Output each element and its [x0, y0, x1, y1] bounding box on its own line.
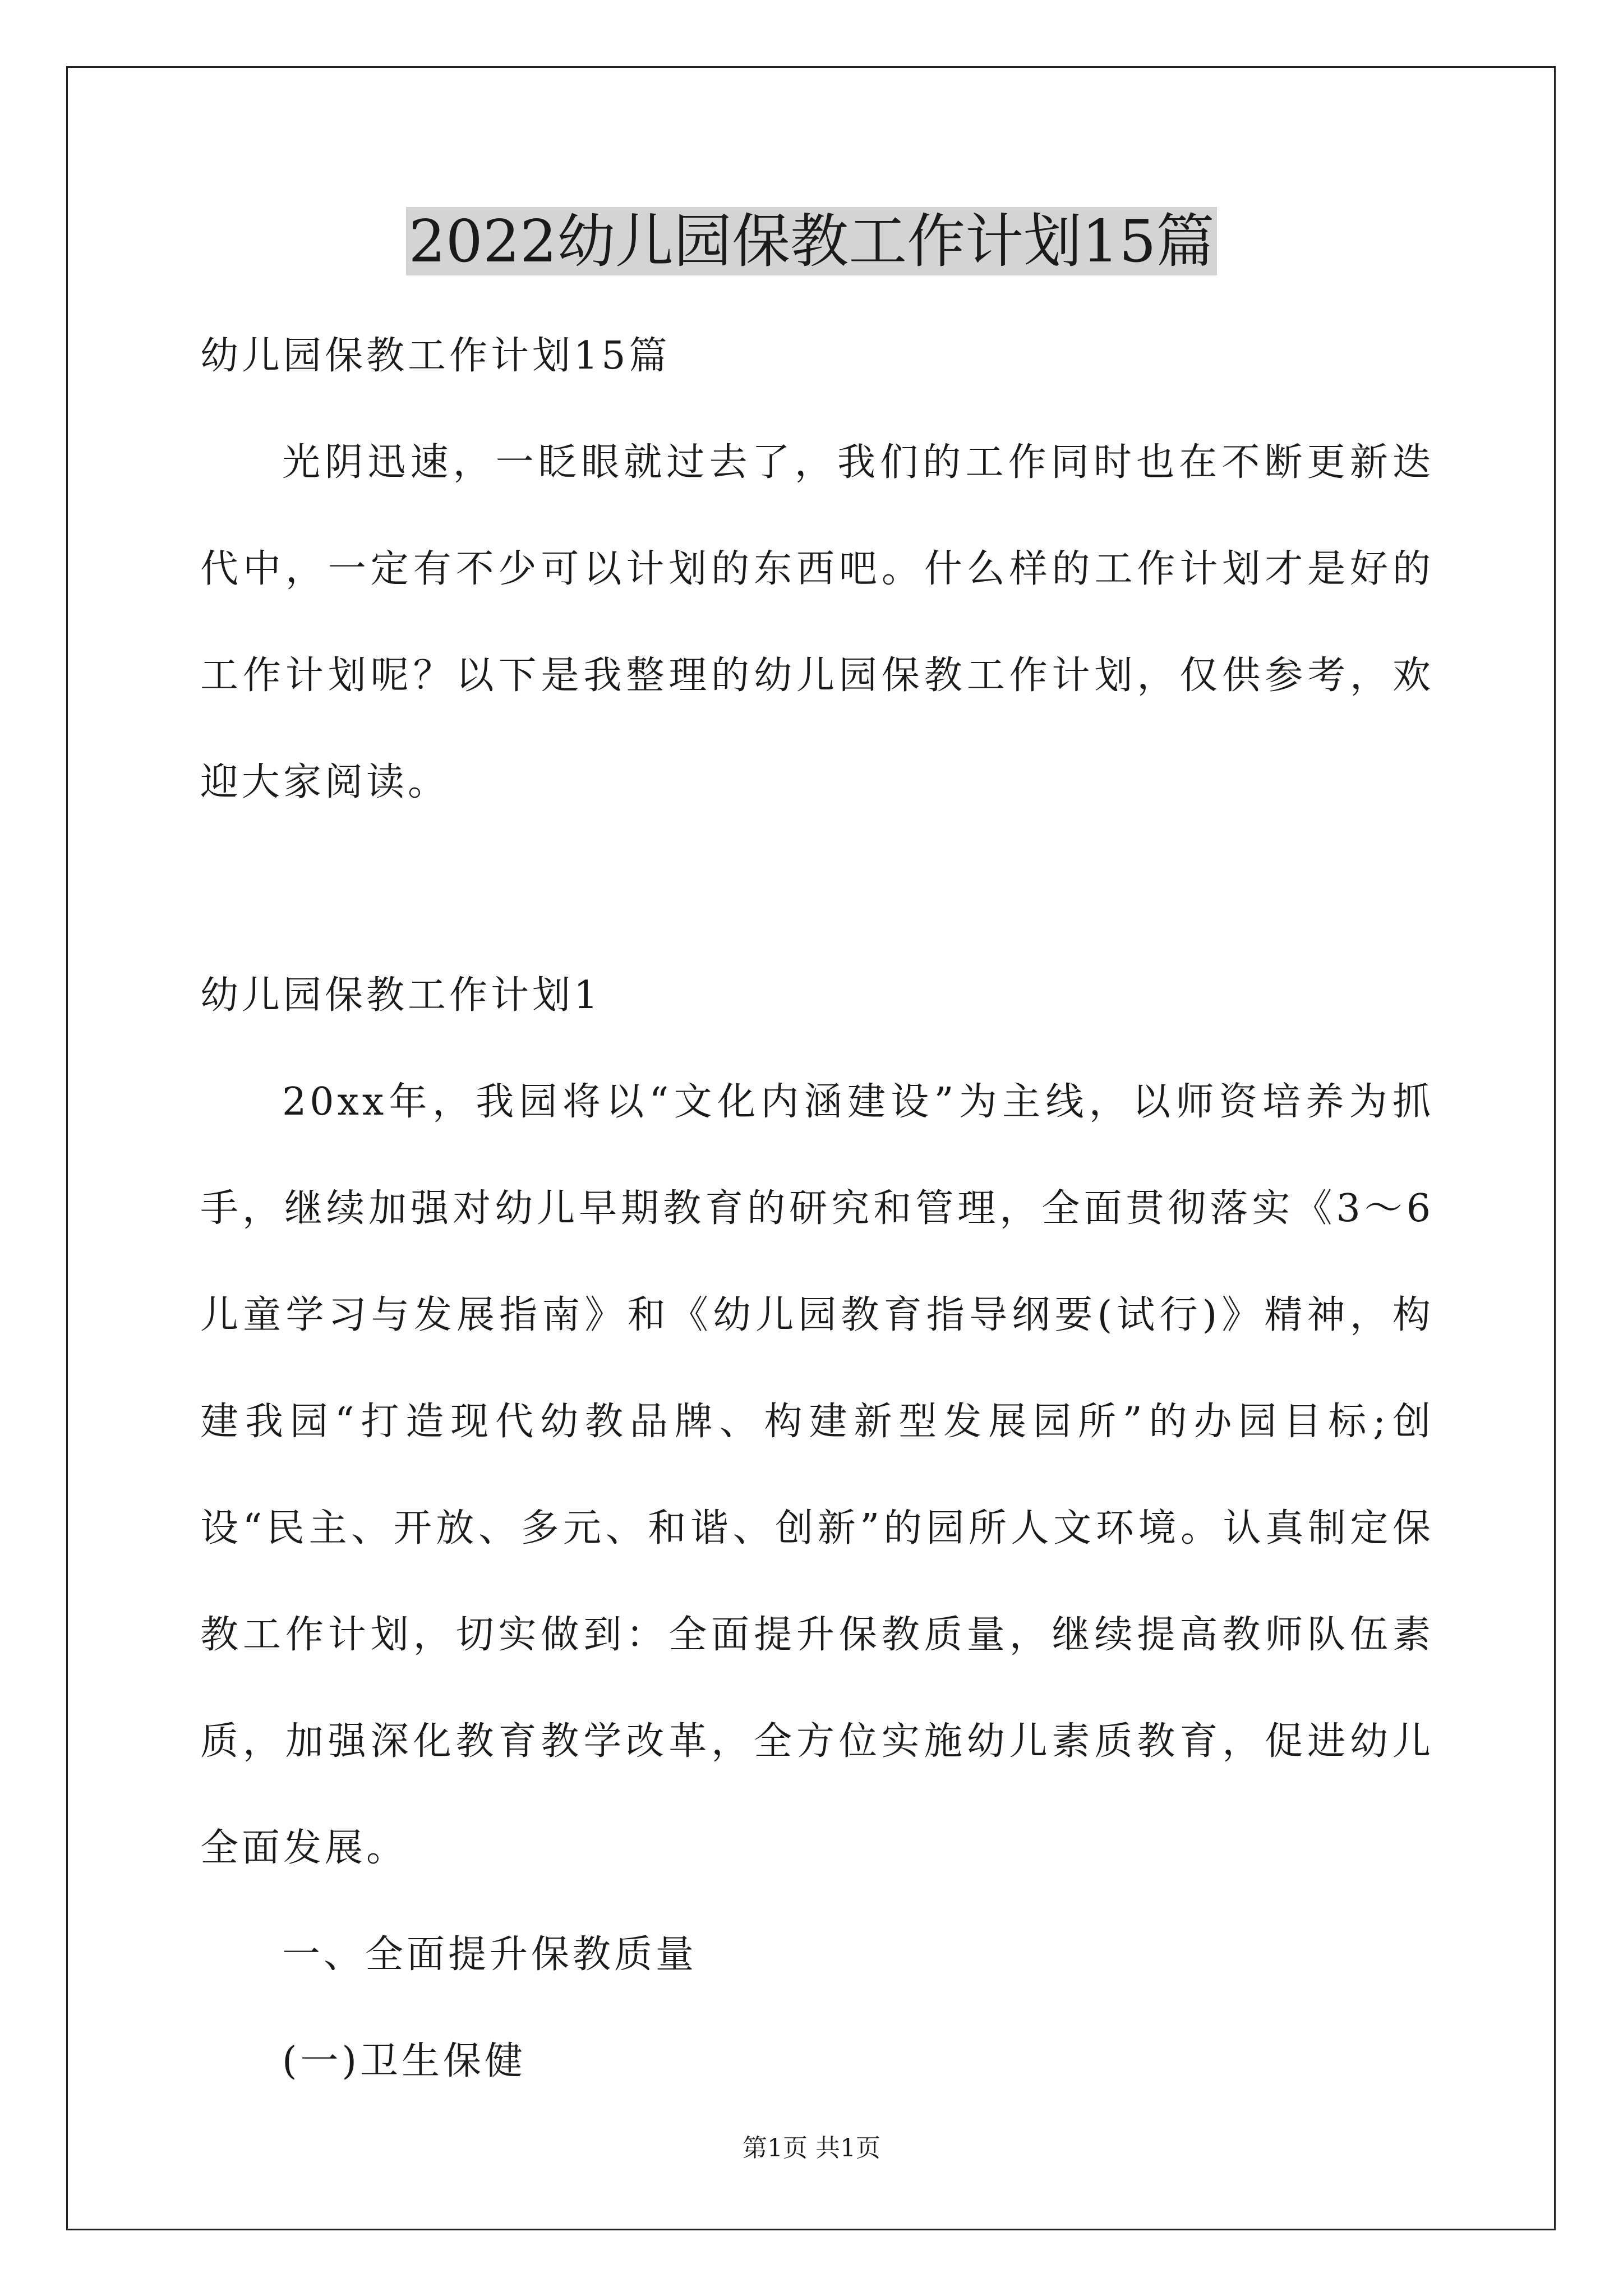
document-body — [200, 303, 1434, 2115]
section-body-paragraph: 20xx年，我园将以“文化内涵建设”为主线，以师资培养为抓手，继续加强对幼儿早期教育的研究和管理，全面贯彻落实《3～6儿童学习与发展指南》和《幼儿园教育指导纲要(试行)》精神，构建我园“打造现代幼教品牌、构建新型发展园所”的办园目标;创设“民主、开放、多元、和谐、创新”的园所人文环境。认真制定保教工作计划，切实做到：全面提升保教质量，继续提高教师队伍素质，加强深化教育教学改革，全方位实施幼儿素质教育，促进幼儿全面发展。 — [200, 1080, 1434, 1870]
intro-paragraph: 光阴迅速，一眨眼就过去了，我们的工作同时也在不断更新迭代中，一定有不少可以计划的东西吧。什么样的工作计划才是好的工作计划呢？以下是我整理的幼儿园保教工作计划，仅供参考，欢迎大家阅读。 — [200, 440, 1434, 804]
document-title-text: 2022幼儿园保教工作计划15篇 — [406, 207, 1216, 275]
heading-level-2: (一)卫生保健 — [282, 2039, 527, 2083]
page-footer: 第1页 共1页 — [743, 2134, 880, 2162]
heading-level-1: 一、全面提升保教质量 — [282, 1932, 698, 1977]
paragraph-gap — [200, 836, 1434, 942]
document-title — [0, 199, 1623, 283]
section-title: 幼儿园保教工作计划1 — [200, 973, 602, 1018]
document-subtitle: 幼儿园保教工作计划15篇 — [200, 334, 671, 378]
